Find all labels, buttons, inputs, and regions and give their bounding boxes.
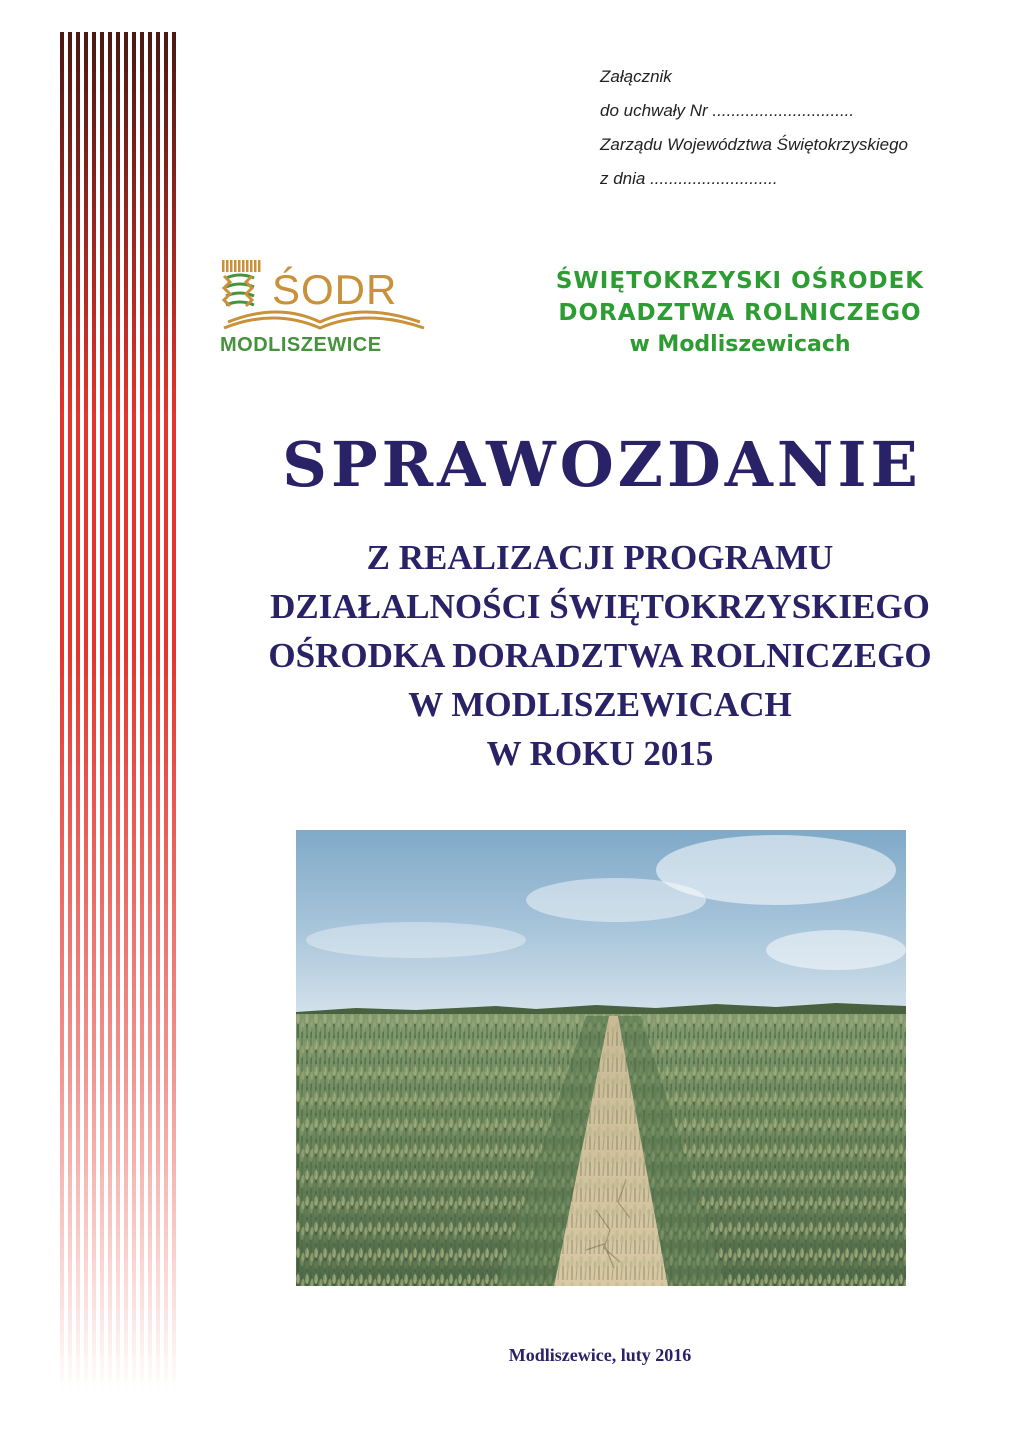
annex-line-resolution: do uchwały Nr .............................. — [600, 101, 855, 120]
logo-name: ŚODR — [272, 266, 398, 313]
subtitle-line: W ROKU 2015 — [486, 734, 714, 773]
logo-subtitle: MODLISZEWICE — [220, 334, 382, 356]
organization-name — [500, 265, 980, 361]
subtitle-line: W MODLISZEWICACH — [408, 685, 792, 724]
subtitle-line: Z REALIZACJI PROGRAMU — [366, 538, 834, 577]
subtitle-line: DZIAŁALNOŚCI ŚWIĘTOKRZYSKIEGO — [270, 587, 930, 626]
decorative-stripes-shade — [60, 32, 180, 412]
annex-line-date: z dnia ........................... — [600, 169, 778, 188]
document-title: SPRAWOZDANIE — [282, 428, 922, 501]
organization-line-1: ŚWIĘTOKRZYSKI OŚRODEK — [555, 268, 925, 294]
document-subtitle — [200, 533, 1000, 778]
sodr-logo — [222, 258, 432, 358]
annex-line-title: Załącznik — [600, 67, 672, 86]
subtitle-line: OŚRODKA DORADZTWA ROLNICZEGO — [268, 636, 932, 675]
place-and-date: Modliszewice, luty 2016 — [508, 1345, 692, 1365]
organization-line-2: DORADZTWA ROLNICZEGO — [558, 300, 922, 326]
annex-note — [600, 60, 908, 196]
annex-line-board: Zarządu Województwa Świętokrzyskiego — [600, 135, 909, 154]
wheat-field-photo — [296, 830, 906, 1286]
organization-line-3: w Modliszewicach — [629, 332, 851, 357]
